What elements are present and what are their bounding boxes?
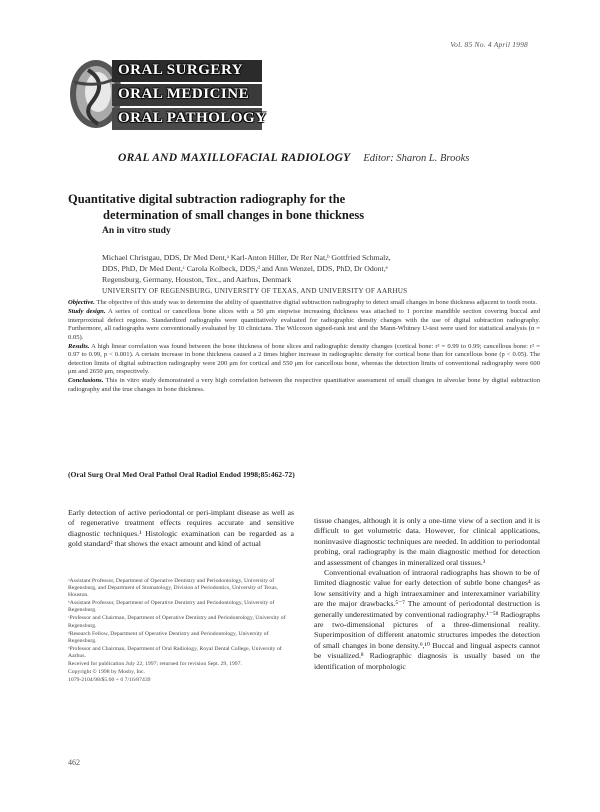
abstract-conclusions (68, 377, 540, 394)
objective-label: Objective. (68, 299, 95, 306)
footnote: ᵇAssistant Professor, Department of Operative Dentistry and Periodontology, University of Regensburg. (68, 600, 275, 614)
footnote: ᶜProfessor and Chairman, Department of Operative Dentistry and Periodontology, University of Regensburg. (68, 615, 286, 629)
footnotes (68, 578, 294, 685)
body-paragraph: tissue changes, although it is only a one-time view of a section and it is difficult to get volumetric data. However, for clinical applications, noninvasive diagnostic techniques are needed. In addition to periodontal probing, oral radiography is the main diagnostic method for detection and assessment of changes in mineralized oral tissues.³ (314, 516, 540, 567)
volume-info: Vol. 85 No. 4 April 1998 (450, 40, 528, 49)
body-paragraph: Early detection of active periodontal or peri-implant disease as well as of regenerative treatment effects requires accurate and sensitive diagnostic techniques.¹ Histologic examination can be regarded as a gold standard² that shows the exact amount and kind of actual (68, 508, 294, 549)
design-label: Study design. (68, 308, 106, 315)
footnote: ᵉProfessor and Chairman, Department of Oral Radiology, Royal Dental College, University of Aarhus. (68, 645, 282, 659)
body-column-right (314, 516, 540, 672)
author-list (102, 252, 542, 285)
objective-text: The objective of this study was to determine the ability of quantitative digital subtraction radiography to detect small changes in bone thickness adjacent to tooth roots. (96, 299, 538, 306)
section-editor: Editor: Sharon L. Brooks (363, 153, 470, 164)
section-title: ORAL AND MAXILLOFACIAL RADIOLOGY (118, 152, 351, 164)
conclusions-label: Conclusions. (68, 377, 104, 384)
article-title-line1: Quantitative digital subtraction radiography for the (68, 192, 346, 206)
logo-line-oral-pathology: ORAL PATHOLOGY (118, 110, 267, 126)
footnote: ᵈResearch Fellow, Department of Operative Dentistry and Periodontology, University of Regensburg. (68, 630, 269, 644)
conclusions-text: This in vitro study demonstrated a very high correlation between the respective quantitative assessment of small changes in alveolar bone by digital subtraction radiography and the true changes in bone thickness. (68, 377, 540, 393)
footnote: ᵃAssistant Professor, Department of Operative Dentistry and Periodontology, University of Regensburg, and Department of Stomatology, Division of Periodontics, University of Texas, Houston. (68, 578, 279, 599)
design-text: A series of cortical or cancellous bone slices with a 50 μm stepwise increasing thickness was attached to 1 porcine mandible section covering buccal and interproximal defect regions. Standardized radiographs were quantitatively evaluated for radiographic density changes with the use of digital subtraction radiography. Furthermore, all radiographs were conventionally evaluated by 10 clinicians. The Wilcoxon signed-rank test and the Mann-Whitney U-test were used for statistical analysis (α = 0.05). (68, 308, 540, 341)
authors-line1: Michael Christgau, DDS, Dr Med Dent,ᵃ Karl-Anton Hiller, Dr Rer Nat,ᵇ Gottfried Schmalz, (102, 253, 391, 262)
journal-logo (68, 52, 268, 134)
footnote: 1079-2104/98/$5.00 + 0 7/16/87439 (68, 677, 151, 684)
abstract (68, 299, 540, 395)
affiliation: UNIVERSITY OF REGENSBURG, UNIVERSITY OF TEXAS, AND UNIVERSITY OF AARHUS (102, 287, 408, 295)
footnote: Copyright © 1998 by Mosby, Inc. (68, 669, 146, 676)
abstract-results (68, 343, 540, 377)
authors-location: Regensburg, Germany, Houston, Tex., and Aarhus, Denmark (102, 275, 292, 284)
abstract-design (68, 308, 540, 342)
results-label: Results. (68, 342, 90, 350)
article-title (68, 191, 538, 223)
footnote: Received for publication July 22, 1997; returned for revision Sept. 29, 1997. (68, 661, 242, 668)
page-number: 462 (68, 758, 80, 767)
body-paragraph: Conventional evaluation of intraoral radiographs has shown to be of limited diagnostic value for early detection of subtle bone changes⁴ as low sensitivity and a high intraexaminer and interexaminer variability are the major drawbacks.⁵⁻⁷ The amount of periodontal destruction is generally underestimated by conventional radiography.¹⁻⁵⁸ Radiographs are two-dimensional pictures of a three-dimensional reality. Superimposition of different anatomic structures impedes the detection of small changes in bone density.⁹,¹⁰ Buccal and lingual aspects cannot be visualized.⁸ Radiographic diagnosis is usually based on the identification of morphologic (314, 568, 540, 671)
article-subtitle: An in vitro study (102, 226, 171, 236)
body-column-left (68, 508, 294, 550)
article-title-line2: determination of small changes in bone thickness (103, 208, 365, 222)
results-text: A high linear correlation was found between the bone thickness of bone slices and radiographic density changes (cortical bone: r² = 0.99 to 0.99; cancellous bone: r² = 0.97 to 0.99, p < 0.001). A certain increase in bone thickness caused a 2 times higher increase in radiographic density for cortical bone than for cancellous bone (p < 0.05). The detection limits of digital subtraction radiography were 200 μm for cortical and 550 μm for cancellous bone, whereas the detection limits of conventional radiography were 600 μm and 2650 μm, respectively. (68, 342, 540, 375)
logo-line-oral-medicine: ORAL MEDICINE (118, 86, 250, 102)
logo-line-oral-surgery: ORAL SURGERY (118, 62, 244, 78)
citation: (Oral Surg Oral Med Oral Pathol Oral Radiol Endod 1998;85:462-72) (68, 470, 295, 479)
abstract-objective (68, 299, 540, 308)
authors-line2: DDS, PhD, Dr Med Dent,ᶜ Carola Kolbeck, DDS,ᵈ and Ann Wenzel, DDS, PhD, Dr Odont,ᵉ (102, 264, 388, 273)
section-header (118, 152, 469, 164)
